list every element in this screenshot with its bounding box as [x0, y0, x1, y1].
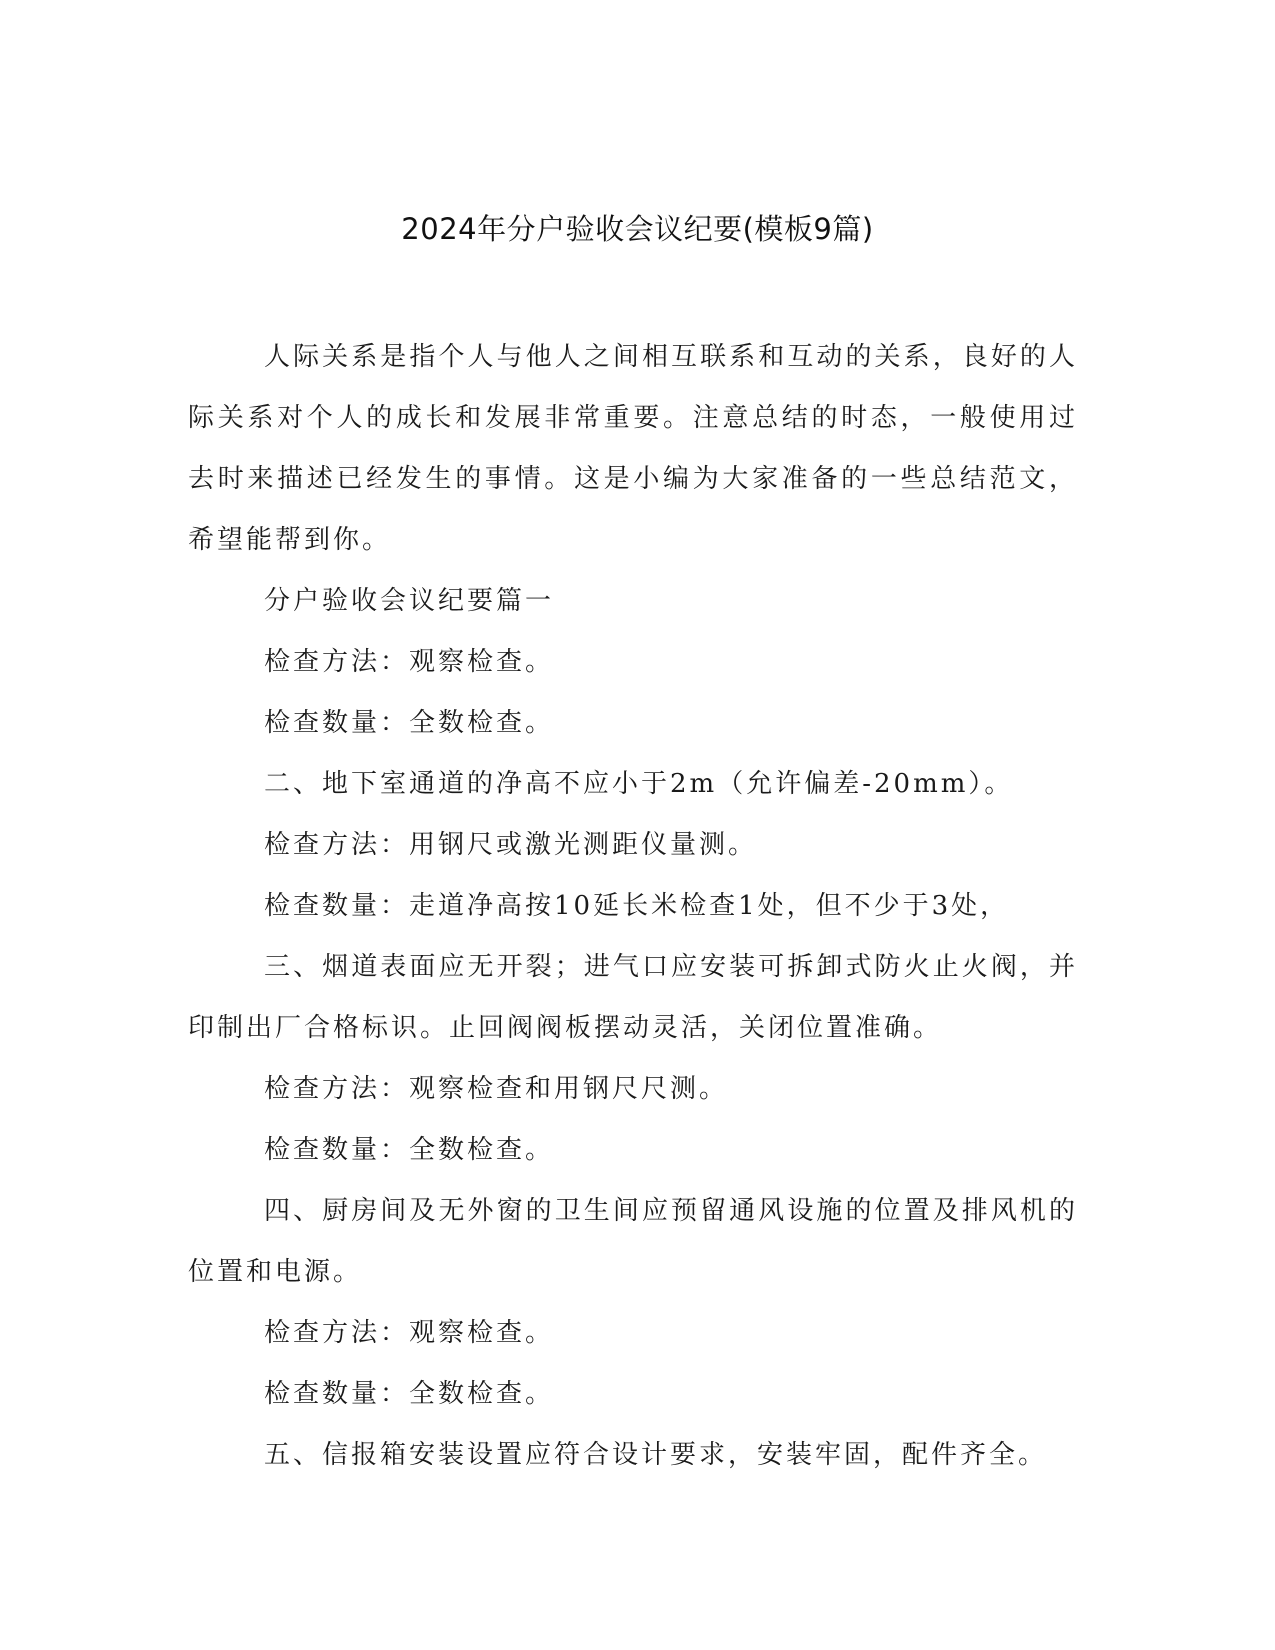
paragraph: 检查数量：全数检查。: [264, 1135, 555, 1165]
paragraph: 检查数量：走道净高按10延长米检查1处，但不少于3处，: [264, 891, 1010, 921]
paragraph: 四、厨房间及无外窗的卫生间应预留通风设施的位置及排风机的位置和电源。: [188, 1196, 1078, 1287]
paragraph: 三、烟道表面应无开裂；进气口应安装可拆卸式防火止火阀，并印制出厂合格标识。止回阀阀板摆动灵活，关闭位置准确。: [188, 952, 1078, 1043]
paragraph: 检查方法：观察检查。: [264, 647, 555, 677]
document-title: 2024年分户验收会议纪要(模板9篇): [401, 212, 874, 246]
paragraph: 检查方法：用钢尺或激光测距仪量测。: [264, 830, 758, 860]
paragraph: 检查数量：全数检查。: [264, 1379, 555, 1409]
paragraph: 检查方法：观察检查和用钢尺尺测。: [264, 1074, 729, 1104]
section-heading: 分户验收会议纪要篇一: [264, 586, 555, 616]
paragraph: 二、地下室通道的净高不应小于2m（允许偏差-20mm）。: [264, 769, 1014, 799]
paragraph: 检查数量：全数检查。: [264, 708, 555, 738]
intro-paragraph: 人际关系是指个人与他人之间相互联系和互动的关系，良好的人际关系对个人的成长和发展非常重要。注意总结的时态，一般使用过去时来描述已经发生的事情。这是小编为大家准备的一些总结范文，希望能帮到你。: [188, 342, 1078, 555]
paragraph: 检查方法：观察检查。: [264, 1318, 555, 1348]
paragraph: 五、信报箱安装设置应符合设计要求，安装牢固，配件齐全。: [264, 1440, 1048, 1470]
document-body: [188, 327, 1078, 1486]
